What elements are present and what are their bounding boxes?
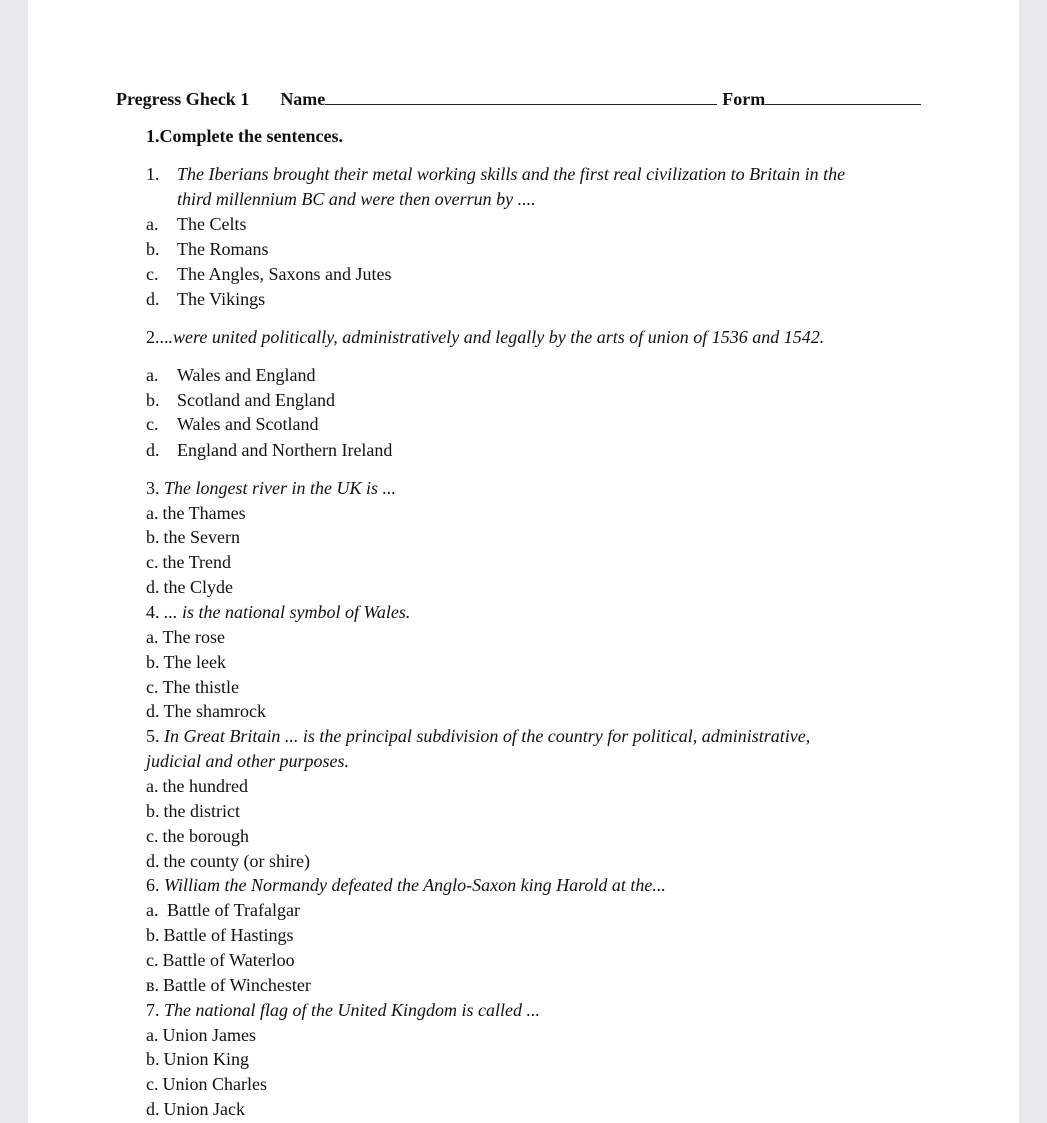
option-letter: a. <box>146 365 159 385</box>
option-letter: c. <box>146 414 159 434</box>
option-letter: a. <box>146 627 159 647</box>
option-text: Battle of Winchester <box>163 975 311 995</box>
question-text-line-1: In Great Britain ... is the principal subdivision of the country for political, administrative, <box>164 726 811 746</box>
option-text: Scotland and England <box>177 390 335 410</box>
option-text: the borough <box>162 826 249 846</box>
option-letter: a. <box>146 503 159 523</box>
question-number: 2... <box>146 327 169 347</box>
list-item <box>146 550 231 575</box>
option-letter: b. <box>146 527 160 547</box>
option-letter: в. <box>146 975 159 995</box>
option-text: the Thames <box>162 503 246 523</box>
list-item <box>146 625 225 650</box>
question-text: William the Normandy defeated the Anglo-Saxon king Harold at the... <box>164 875 666 895</box>
option-letter: a. <box>146 776 159 796</box>
option-letter: d. <box>146 851 160 871</box>
list-item <box>146 973 311 998</box>
option-text: Union Jack <box>163 1099 245 1119</box>
question-3 <box>146 476 396 501</box>
question-text: The longest river in the UK is ... <box>164 478 396 498</box>
form-label: Form <box>722 89 766 109</box>
list-item <box>146 1072 267 1097</box>
option-text: Union James <box>162 1025 256 1045</box>
list-item <box>146 799 240 824</box>
option-letter: d. <box>146 440 160 460</box>
list-item <box>146 363 316 388</box>
question-2 <box>146 325 824 350</box>
question-text-line-2: third millennium BC and were then overrun by .... <box>177 188 536 209</box>
list-item <box>146 824 249 849</box>
list-item <box>146 575 233 600</box>
option-text: England and Northern Ireland <box>177 440 393 460</box>
list-item <box>146 1023 256 1048</box>
name-blank-line <box>325 88 717 105</box>
question-6 <box>146 873 666 898</box>
option-letter: c. <box>146 826 159 846</box>
name-label: Name <box>280 89 326 109</box>
question-4 <box>146 600 410 625</box>
option-text: the Severn <box>163 527 240 547</box>
question-1 <box>146 162 845 212</box>
option-text: Battle of Trafalgar <box>162 900 300 920</box>
option-letter: c. <box>146 1074 159 1094</box>
list-item <box>146 849 310 874</box>
question-5 <box>146 724 810 774</box>
option-letter: c. <box>146 552 159 572</box>
option-text: The Romans <box>177 239 269 259</box>
question-text: ... is the national symbol of Wales. <box>164 602 411 622</box>
question-text-line-2: judicial and other purposes. <box>146 750 349 771</box>
option-letter: a. <box>146 900 159 920</box>
option-letter: d. <box>146 577 160 597</box>
list-item <box>146 923 293 948</box>
list-item <box>146 675 239 700</box>
list-item <box>146 237 269 262</box>
question-number: 5. <box>146 726 160 746</box>
option-letter: a. <box>146 214 159 234</box>
option-letter: d. <box>146 1099 160 1119</box>
option-text: The thistle <box>162 677 239 697</box>
option-letter: b. <box>146 390 160 410</box>
option-text: the hundred <box>162 776 248 796</box>
question-text: .were united politically, administratively and legally by the arts of union of 1536 and 1542. <box>168 327 825 347</box>
list-item <box>146 699 266 724</box>
list-item <box>146 287 265 312</box>
list-item <box>146 1047 249 1072</box>
option-text: Battle of Waterloo <box>162 950 295 970</box>
option-text: The rose <box>162 627 225 647</box>
question-number: 1. <box>146 164 160 184</box>
header-row <box>116 88 921 112</box>
list-item <box>146 388 335 413</box>
option-text: The leek <box>163 652 226 672</box>
document-page <box>28 0 1019 1123</box>
list-item <box>146 262 391 287</box>
list-item <box>146 898 300 923</box>
option-letter: b. <box>146 801 160 821</box>
option-letter: d. <box>146 701 160 721</box>
question-number: 4. <box>146 602 160 622</box>
option-letter: d. <box>146 289 160 309</box>
option-letter: a. <box>146 1025 159 1045</box>
question-text: The national flag of the United Kingdom is called ... <box>164 1000 540 1020</box>
page-title: Pregress Gheck 1 <box>116 89 250 109</box>
list-item <box>146 212 247 237</box>
option-letter: b. <box>146 925 160 945</box>
option-text: Battle of Hastings <box>163 925 294 945</box>
option-letter: b. <box>146 652 160 672</box>
list-item <box>146 525 240 550</box>
list-item <box>146 1097 245 1122</box>
question-text <box>177 162 845 212</box>
option-text: The Celts <box>177 214 247 234</box>
option-letter: c. <box>146 950 159 970</box>
option-letter: c. <box>146 677 159 697</box>
option-text: the county (or shire) <box>163 851 310 871</box>
option-text: Union King <box>163 1049 249 1069</box>
list-item <box>146 412 319 437</box>
option-letter: b. <box>146 1049 160 1069</box>
question-text-line-1: The Iberians brought their metal working skills and the first real civilization to Britain in the <box>177 164 846 184</box>
option-text: Union Charles <box>162 1074 267 1094</box>
list-item <box>146 774 248 799</box>
option-text: The Angles, Saxons and Jutes <box>177 264 392 284</box>
option-text: The Vikings <box>177 289 266 309</box>
list-item <box>146 501 246 526</box>
form-blank-line <box>765 88 921 105</box>
list-item <box>146 948 295 973</box>
option-text: the district <box>163 801 240 821</box>
list-item <box>146 650 226 675</box>
option-text: The shamrock <box>163 701 266 721</box>
question-number: 6. <box>146 875 160 895</box>
option-text: Wales and England <box>177 365 316 385</box>
option-letter: c. <box>146 264 159 284</box>
question-7 <box>146 998 540 1023</box>
option-text: the Trend <box>162 552 232 572</box>
option-letter: b. <box>146 239 160 259</box>
option-text: Wales and Scotland <box>177 414 319 434</box>
list-item <box>146 438 392 463</box>
question-number: 3. <box>146 478 160 498</box>
option-text: the Clyde <box>163 577 233 597</box>
section-title: 1.Complete the sentences. <box>146 126 343 146</box>
question-number: 7. <box>146 1000 160 1020</box>
